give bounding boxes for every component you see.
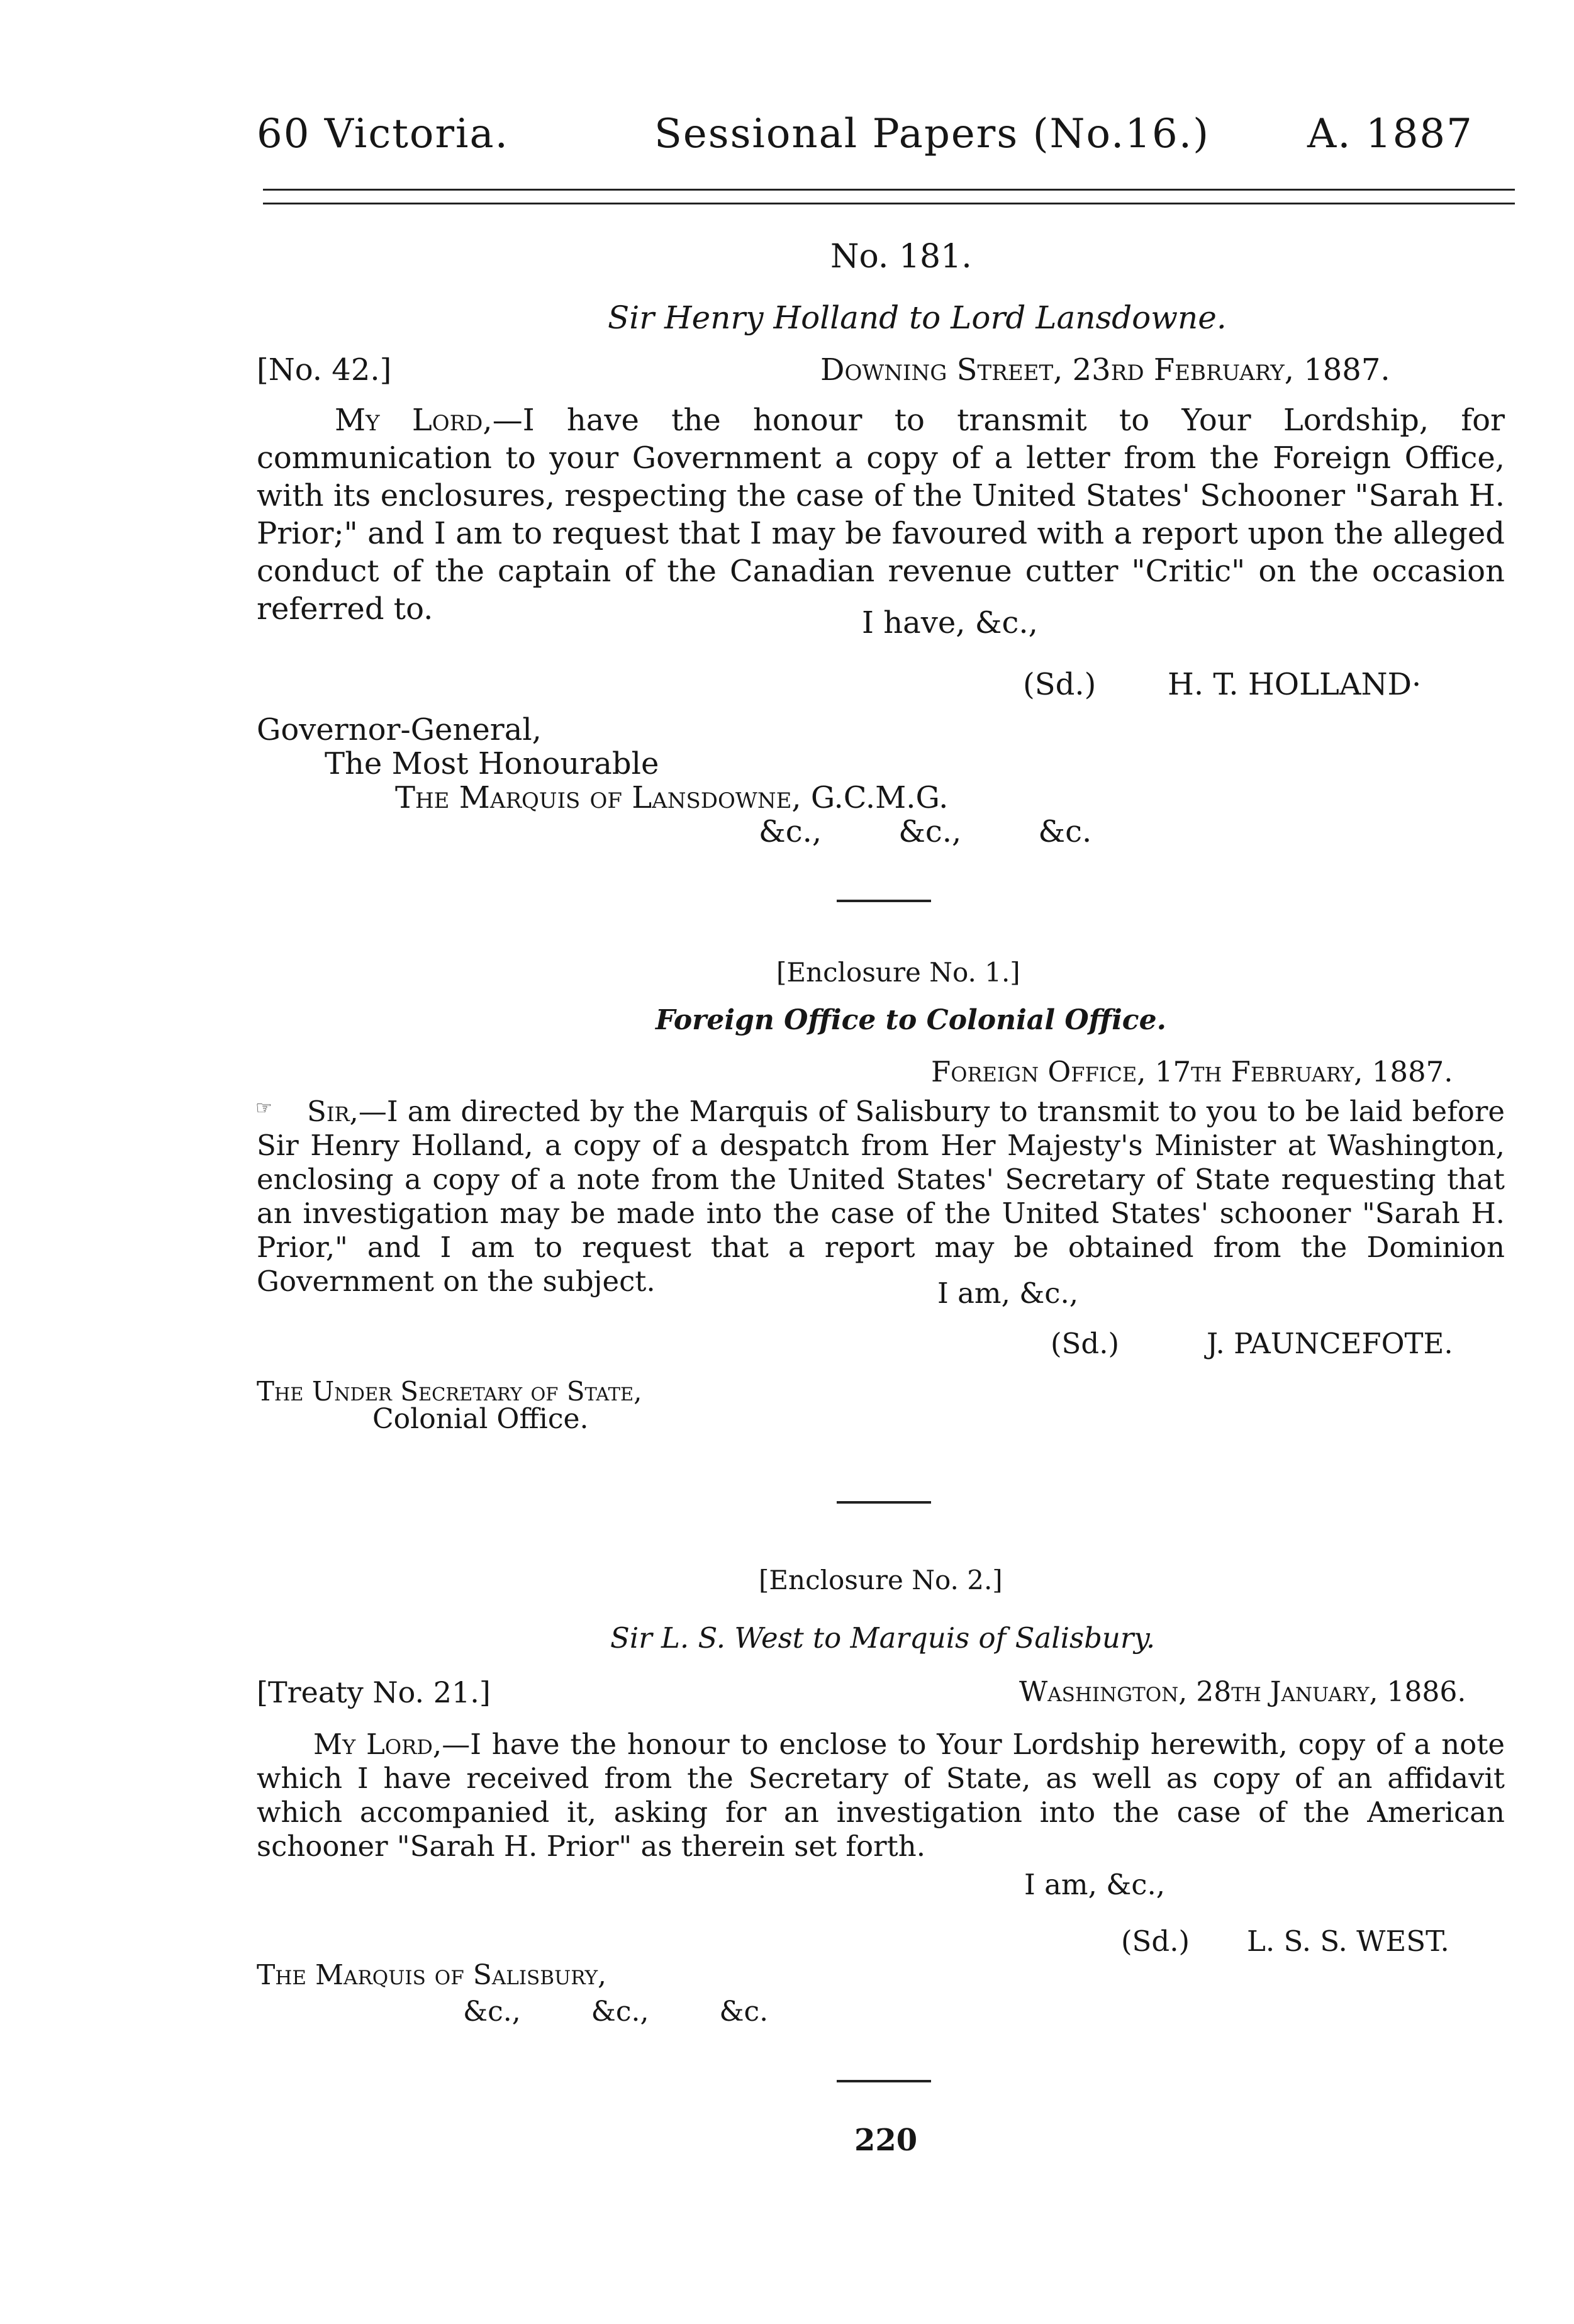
enclosure2-salutation: My Lord, bbox=[313, 1728, 442, 1761]
enclosure2-paragraph bbox=[257, 1728, 1505, 1863]
header-left: 60 Victoria. bbox=[257, 111, 509, 157]
letter-signature: H. T. HOLLAND· bbox=[1168, 667, 1422, 702]
enclosure2-sd: (Sd.) bbox=[1121, 1925, 1190, 1958]
letter-dateline: Downing Street, 23rd February, 1887. bbox=[820, 352, 1390, 388]
letter-closing: I have, &c., bbox=[862, 605, 1038, 640]
letter-addressee-line4: &c., &c., &c. bbox=[759, 814, 1092, 849]
letter-paragraph bbox=[257, 401, 1505, 628]
enclosure1-signature: J. PAUNCEFOTE. bbox=[1207, 1327, 1453, 1360]
letter-ref: [No. 42.] bbox=[257, 352, 392, 388]
section-separator-3 bbox=[837, 2080, 931, 2082]
header-rule-top bbox=[263, 189, 1515, 191]
enclosure1-sd: (Sd.) bbox=[1051, 1327, 1120, 1360]
enclosure1-body: —I am directed by the Marquis of Salisbury to transmit to you to be laid before Sir Henry Holland, a copy of a despatch from Her Majesty's Minister at Washington, enclosing a copy of a note from the United States' Secretary of State requesting that an investigation may be made into the case of the United States' schooner "Sarah H. Prior," and I am to request that a report may be obtained from the Dominion Government on the subject. bbox=[257, 1095, 1505, 1298]
header-center: Sessional Papers (No.16.) bbox=[654, 111, 1210, 157]
letter-salutation: My Lord, bbox=[335, 403, 493, 438]
enclosure1-title: Foreign Office to Colonial Office. bbox=[656, 1004, 1166, 1036]
enclosure1-label: [Enclosure No. 1.] bbox=[776, 957, 1020, 988]
enclosure2-body: —I have the honour to enclose to Your Lordship herewith, copy of a note which I have received from the Secretary of State, as well as copy of an affidavit which accompanied it, asking for an investigation into the case of the American schooner "Sarah H. Prior" as therein set forth. bbox=[257, 1728, 1505, 1863]
letter-sd: (Sd.) bbox=[1023, 667, 1097, 702]
pointing-hand-icon: ☞ bbox=[255, 1097, 272, 1119]
enclosure2-addressee-line1: The Marquis of Salisbury, bbox=[257, 1959, 607, 1991]
letter-title: Sir Henry Holland to Lord Lansdowne. bbox=[608, 299, 1227, 336]
enclosure2-signature: L. S. S. WEST. bbox=[1247, 1925, 1449, 1958]
header-rule-bottom bbox=[263, 203, 1515, 204]
enclosure1-addressee-line1: The Under Secretary of State, bbox=[257, 1376, 642, 1407]
header-right: A. 1887 bbox=[1307, 111, 1473, 157]
enclosure1-salutation: Sir, bbox=[307, 1095, 359, 1128]
enclosure1-closing: I am, &c., bbox=[937, 1277, 1079, 1310]
enclosure2-ref: [Treaty No. 21.] bbox=[257, 1675, 491, 1709]
letter-addressee-line3: The Marquis of Lansdowne, G.C.M.G. bbox=[395, 780, 949, 815]
enclosure2-closing: I am, &c., bbox=[1024, 1868, 1166, 1901]
letter-number: No. 181. bbox=[830, 238, 972, 276]
letter-addressee-line1: Governor-General, bbox=[257, 712, 542, 747]
letter-body: —I have the honour to transmit to Your Lordship, for communication to your Government a copy of a letter from the Foreign Office, with its enclosures, respecting the case of the United States' Schooner "Sarah H. Prior;" and I am to request that I may be favoured with a report upon the alleged conduct of the captain of the Canadian revenue cutter "Critic" on the occasion referred to. bbox=[257, 403, 1505, 627]
enclosure2-title: Sir L. S. West to Marquis of Salisbury. bbox=[610, 1621, 1156, 1655]
enclosure1-paragraph bbox=[257, 1095, 1505, 1299]
section-separator-2 bbox=[837, 1501, 931, 1504]
letter-addressee-line2: The Most Honourable bbox=[325, 746, 659, 781]
section-separator-1 bbox=[837, 900, 931, 902]
enclosure2-dateline: Washington, 28th January, 1886. bbox=[1019, 1676, 1466, 1708]
enclosure1-dateline: Foreign Office, 17th February, 1887. bbox=[931, 1055, 1453, 1088]
enclosure2-label: [Enclosure No. 2.] bbox=[759, 1565, 1003, 1595]
page-number: 220 bbox=[854, 2123, 918, 2158]
enclosure2-addressee-line2: &c., &c., &c. bbox=[463, 1996, 769, 2028]
enclosure1-addressee-line2: Colonial Office. bbox=[372, 1403, 589, 1435]
